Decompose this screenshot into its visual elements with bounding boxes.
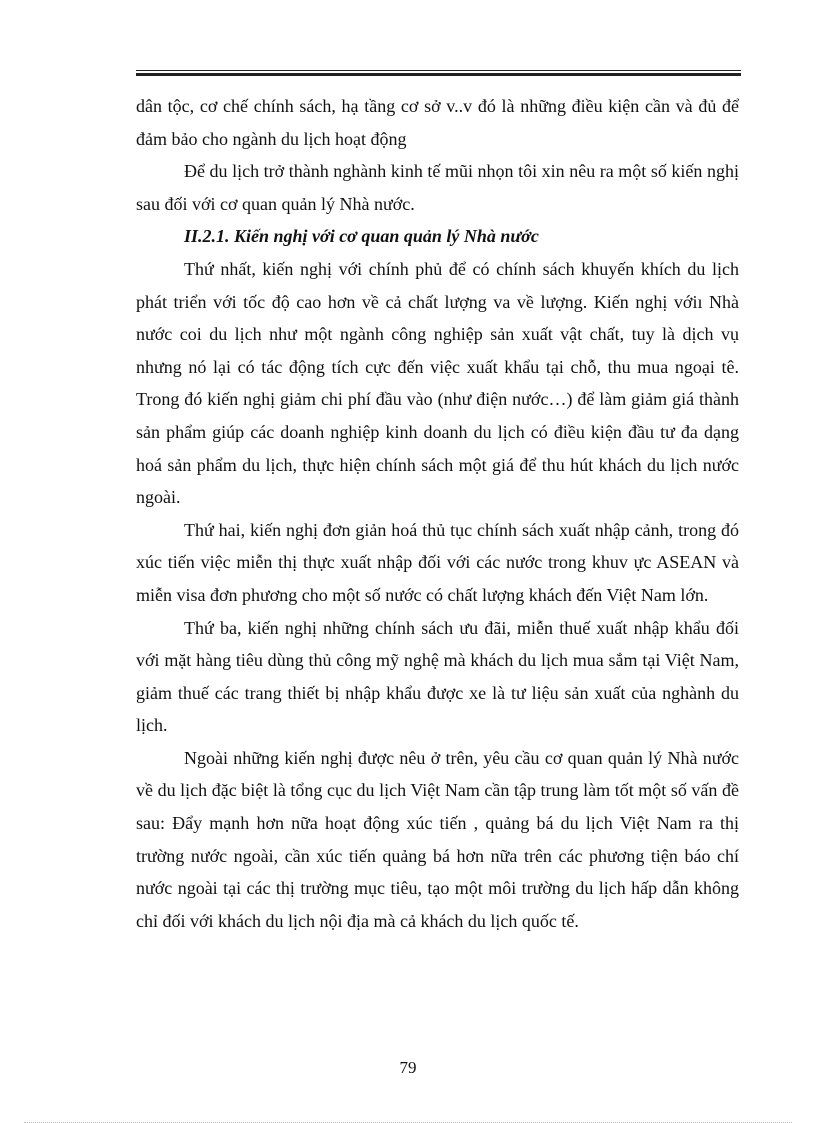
header-rule-thick (136, 73, 741, 76)
paragraph-third-recommendation: Thứ ba, kiến nghị những chính sách ưu đãi, miễn thuế xuất nhập khẩu đối với mặt hàng tiêu dùng thủ công mỹ nghệ mà khách du lịch mua sắm tại Việt Nam, giảm thuế các trang thiết bị nhập khẩu được xe là tư liệu sản xuất của nghành du lịch. (136, 617, 739, 736)
header-rule-thin (136, 70, 741, 71)
paragraph-second-recommendation: Thứ hai, kiến nghị đơn giản hoá thủ tục chính sách xuất nhập cảnh, trong đó xúc tiến việc miễn thị thực xuất nhập đối với các nước trong khuv ực ASEAN và miễn visa đơn phương cho một số nước có chất lượng khách đến Việt Nam lớn. (136, 519, 739, 605)
document-body (136, 90, 739, 937)
section-heading: II.2.1. Kiến nghị với cơ quan quản lý Nhà nước (184, 226, 539, 247)
paragraph-continuation: dân tộc, cơ chế chính sách, hạ tầng cơ sở v..v đó là những điều kiện cần và đủ để đảm bảo cho ngành du lịch hoạt động (136, 96, 739, 149)
paragraph-first-recommendation: Thứ nhất, kiến nghị với chính phủ để có chính sách khuyến khích du lịch phát triển với tốc độ cao hơn về cả chất lượng va về lượng. Kiến nghị vớiı Nhà nước coi du lịch như một ngành công nghiệp sản xuất vật chất, tuy là dịch vụ nhưng nó lại có tác động tích cực đến việc xuất khẩu tại chỗ, thu mua ngoại tê. Trong đó kiến nghị giảm chi phí đầu vào (như điện nước…) để làm giảm giá thành sản phẩm giúp các doanh nghiệp kinh doanh du lịch có điều kiện đầu tư đa dạng hoá sản phẩm du lịch, thực hiện chính sách một giá để thu hút khách du lịch nước ngoài. (136, 258, 739, 508)
paragraph-additional-recommendations: Ngoài những kiến nghị được nêu ở trên, yêu cầu cơ quan quản lý Nhà nước về du lịch đặc biệt là tổng cục du lịch Việt Nam cần tập trung làm tốt một số vấn đề sau: Đẩy mạnh hơn nữa hoạt động xúc tiến , quảng bá du lịch Việt Nam ra thị trường nước ngoài, cần xúc tiến quảng bá hơn nữa trên các phương tiện báo chí nước ngoài tại các thị trường mục tiêu, tạo một môi trường du lịch hấp dẫn không chỉ đối với khách du lịch nội địa mà cả khách du lịch quốc tế. (136, 747, 739, 931)
paragraph-intro: Để du lịch trở thành nghành kinh tế mũi nhọn tôi xin nêu ra một số kiến nghị sau đối với cơ quan quản lý Nhà nước. (136, 161, 739, 214)
header-rule (136, 70, 741, 76)
page-number: 79 (399, 1058, 417, 1077)
